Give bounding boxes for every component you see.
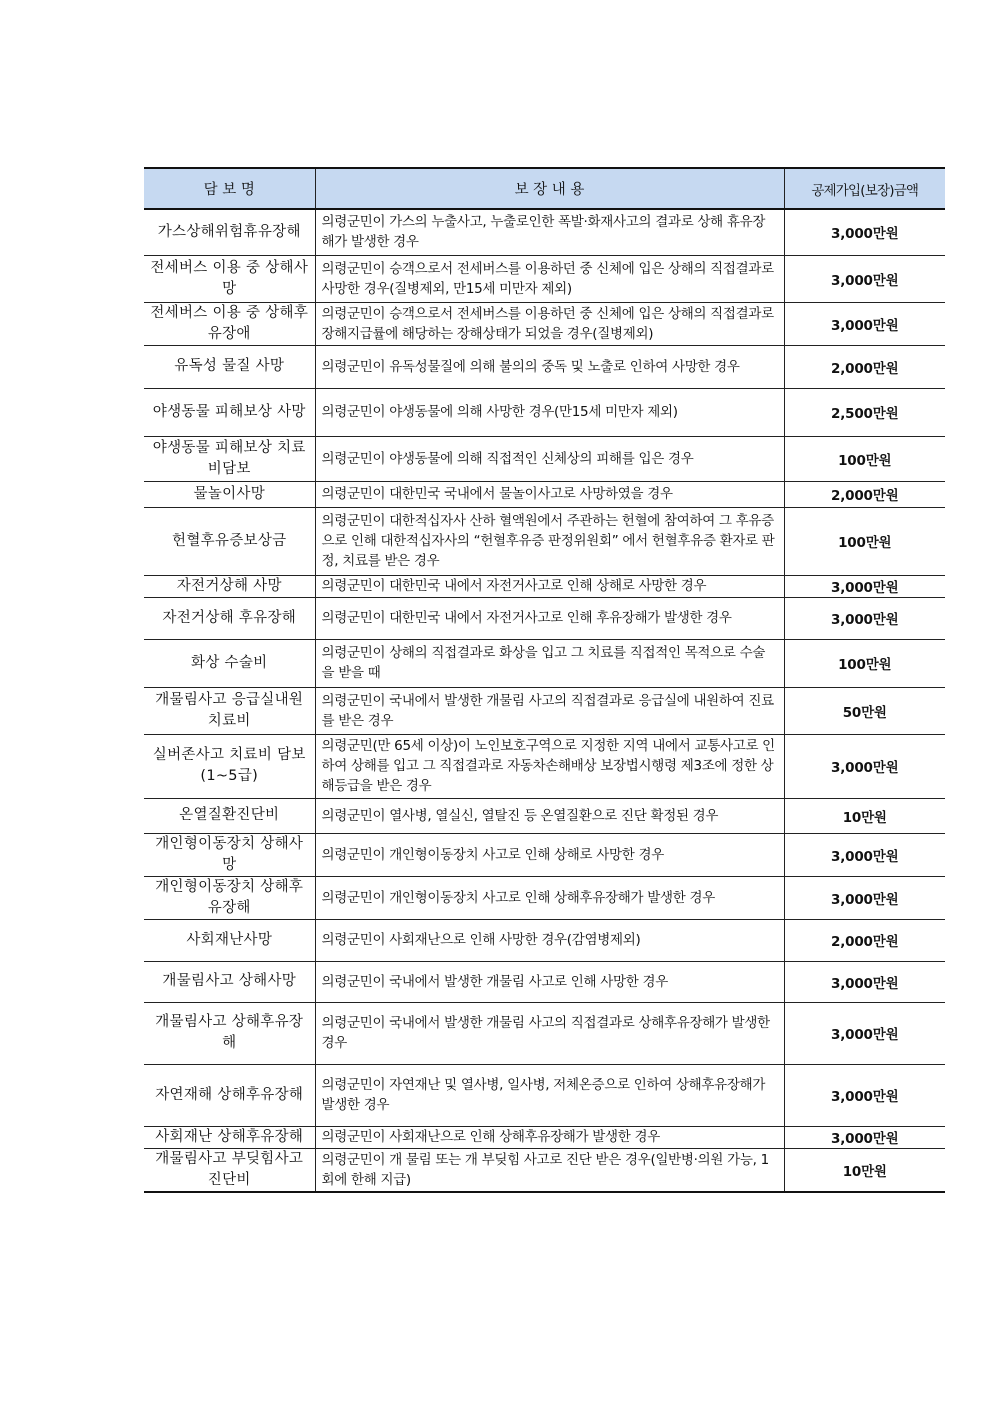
table-row	[144, 597, 945, 639]
coverage-amount: 50만원	[784, 687, 945, 734]
coverage-amount: 2,000만원	[784, 345, 945, 388]
coverage-amount: 3,000만원	[784, 833, 945, 876]
coverage-amount: 3,000만원	[784, 1002, 945, 1064]
coverage-amount: 3,000만원	[784, 1064, 945, 1126]
table-row	[144, 507, 945, 575]
table-row	[144, 961, 945, 1002]
coverage-name: 화상 수술비	[144, 639, 315, 687]
coverage-content: 의령군민이 개인형이동장치 사고로 인해 상해후유장해가 발생한 경우	[315, 876, 784, 919]
coverage-amount: 3,000만원	[784, 876, 945, 919]
coverage-amount: 10만원	[784, 1148, 945, 1192]
coverage-content: 의령군민이 대한민국 국내에서 물놀이사고로 사망하였을 경우	[315, 481, 784, 507]
coverage-amount: 3,000만원	[784, 734, 945, 798]
coverage-content: 의령군민이 개인형이동장치 사고로 인해 상해로 사망한 경우	[315, 833, 784, 876]
coverage-name: 실버존사고 치료비 담보(1~5급)	[144, 734, 315, 798]
table-row	[144, 639, 945, 687]
coverage-amount: 2,000만원	[784, 481, 945, 507]
coverage-name: 자연재해 상해후유장해	[144, 1064, 315, 1126]
table-row	[144, 209, 945, 255]
coverage-content: 의령군민이 사회재난으로 인해 상해후유장해가 발생한 경우	[315, 1126, 784, 1148]
table-row	[144, 798, 945, 833]
coverage-content: 의령군민이 야생동물에 의해 사망한 경우(만15세 미만자 제외)	[315, 388, 784, 436]
coverage-name: 자전거상해 사망	[144, 575, 315, 597]
table-row	[144, 345, 945, 388]
table-row	[144, 876, 945, 919]
header-amount: 공제가입(보장)금액	[784, 168, 945, 209]
table-row	[144, 919, 945, 961]
coverage-amount: 3,000만원	[784, 597, 945, 639]
coverage-name: 자전거상해 후유장해	[144, 597, 315, 639]
coverage-amount: 10만원	[784, 798, 945, 833]
coverage-name: 전세버스 이용 중 상해사망	[144, 255, 315, 302]
coverage-name: 야생동물 피해보상 치료비담보	[144, 436, 315, 481]
coverage-content: 의령군민이 가스의 누출사고, 누출로인한 폭발·화재사고의 결과로 상해 휴유장해가 발생한 경우	[315, 209, 784, 255]
table-row	[144, 575, 945, 597]
table-row	[144, 302, 945, 345]
table-row	[144, 481, 945, 507]
coverage-name: 개인형이동장치 상해사망	[144, 833, 315, 876]
coverage-amount: 3,000만원	[784, 1126, 945, 1148]
coverage-name: 야생동물 피해보상 사망	[144, 388, 315, 436]
coverage-amount: 3,000만원	[784, 209, 945, 255]
coverage-name: 개물림사고 상해사망	[144, 961, 315, 1002]
coverage-name: 유독성 물질 사망	[144, 345, 315, 388]
coverage-amount: 2,500만원	[784, 388, 945, 436]
coverage-content: 의령군민이 대한민국 내에서 자전거사고로 인해 상해로 사망한 경우	[315, 575, 784, 597]
coverage-amount: 100만원	[784, 639, 945, 687]
coverage-name: 헌혈후유증보상금	[144, 507, 315, 575]
header-content: 보 장 내 용	[315, 168, 784, 209]
coverage-amount: 100만원	[784, 436, 945, 481]
coverage-content: 의령군민이 개 물림 또는 개 부딪힘 사고로 진단 받은 경우(일반병·의원 가능, 1회에 한해 지급)	[315, 1148, 784, 1192]
table-row	[144, 1126, 945, 1148]
table-row	[144, 1148, 945, 1192]
coverage-content: 의령군민이 승객으로서 전세버스를 이용하던 중 신체에 입은 상해의 직접결과로 사망한 경우(질병제외, 만15세 미만자 제외)	[315, 255, 784, 302]
coverage-amount: 3,000만원	[784, 302, 945, 345]
coverage-name: 전세버스 이용 중 상해후유장애	[144, 302, 315, 345]
coverage-name: 개인형이동장치 상해후유장해	[144, 876, 315, 919]
coverage-content: 의령군민이 대한민국 내에서 자전거사고로 인해 후유장해가 발생한 경우	[315, 597, 784, 639]
coverage-content: 의령군민(만 65세 이상)이 노인보호구역으로 지정한 지역 내에서 교통사고로 인하여 상해를 입고 그 직접결과로 자동차손해배상 보장법시행령 제3조에 정한 상해등급을 받은 경우	[315, 734, 784, 798]
coverage-amount: 3,000만원	[784, 575, 945, 597]
coverage-name: 물놀이사망	[144, 481, 315, 507]
coverage-amount: 2,000만원	[784, 919, 945, 961]
header-name: 담 보 명	[144, 168, 315, 209]
table-row	[144, 734, 945, 798]
coverage-content: 의령군민이 국내에서 발생한 개물림 사고의 직접결과로 상해후유장해가 발생한 경우	[315, 1002, 784, 1064]
coverage-name: 사회재난사망	[144, 919, 315, 961]
table-header-row	[144, 168, 945, 209]
table-row	[144, 255, 945, 302]
coverage-amount: 3,000만원	[784, 961, 945, 1002]
coverage-content: 의령군민이 국내에서 발생한 개물림 사고로 인해 사망한 경우	[315, 961, 784, 1002]
table-row	[144, 388, 945, 436]
coverage-content: 의령군민이 대한적십자사 산하 혈액원에서 주관하는 헌혈에 참여하여 그 후유증으로 인해 대한적십자사의 “헌혈후유증 판정위원회” 에서 헌혈후유증 환자로 판정, 치료를 받은 경우	[315, 507, 784, 575]
coverage-content: 의령군민이 야생동물에 의해 직접적인 신체상의 피해를 입은 경우	[315, 436, 784, 481]
table-row	[144, 833, 945, 876]
coverage-content: 의령군민이 자연재난 및 열사병, 일사병, 저체온증으로 인하여 상해후유장해가 발생한 경우	[315, 1064, 784, 1126]
table-row	[144, 687, 945, 734]
coverage-amount: 3,000만원	[784, 255, 945, 302]
coverage-content: 의령군민이 국내에서 발생한 개물림 사고의 직접결과로 응급실에 내원하여 진료를 받은 경우	[315, 687, 784, 734]
coverage-amount: 100만원	[784, 507, 945, 575]
coverage-name: 사회재난 상해후유장해	[144, 1126, 315, 1148]
coverage-name: 가스상해위험휴유장해	[144, 209, 315, 255]
table-row	[144, 1002, 945, 1064]
coverage-content: 의령군민이 승객으로서 전세버스를 이용하던 중 신체에 입은 상해의 직접결과로 장해지급률에 해당하는 장해상태가 되었을 경우(질병제외)	[315, 302, 784, 345]
coverage-content: 의령군민이 사회재난으로 인해 사망한 경우(감염병제외)	[315, 919, 784, 961]
coverage-name: 개물림사고 상해후유장해	[144, 1002, 315, 1064]
coverage-content: 의령군민이 열사병, 열실신, 열탈진 등 온열질환으로 진단 확정된 경우	[315, 798, 784, 833]
coverage-content: 의령군민이 유독성물질에 의해 불의의 중독 및 노출로 인하여 사망한 경우	[315, 345, 784, 388]
coverage-name: 개물림사고 응급실내원치료비	[144, 687, 315, 734]
coverage-name: 온열질환진단비	[144, 798, 315, 833]
table-row	[144, 1064, 945, 1126]
coverage-content: 의령군민이 상해의 직접결과로 화상을 입고 그 치료를 직접적인 목적으로 수술을 받을 때	[315, 639, 784, 687]
coverage-table	[144, 167, 945, 1193]
coverage-name: 개물림사고 부딪힘사고진단비	[144, 1148, 315, 1192]
table-row	[144, 436, 945, 481]
